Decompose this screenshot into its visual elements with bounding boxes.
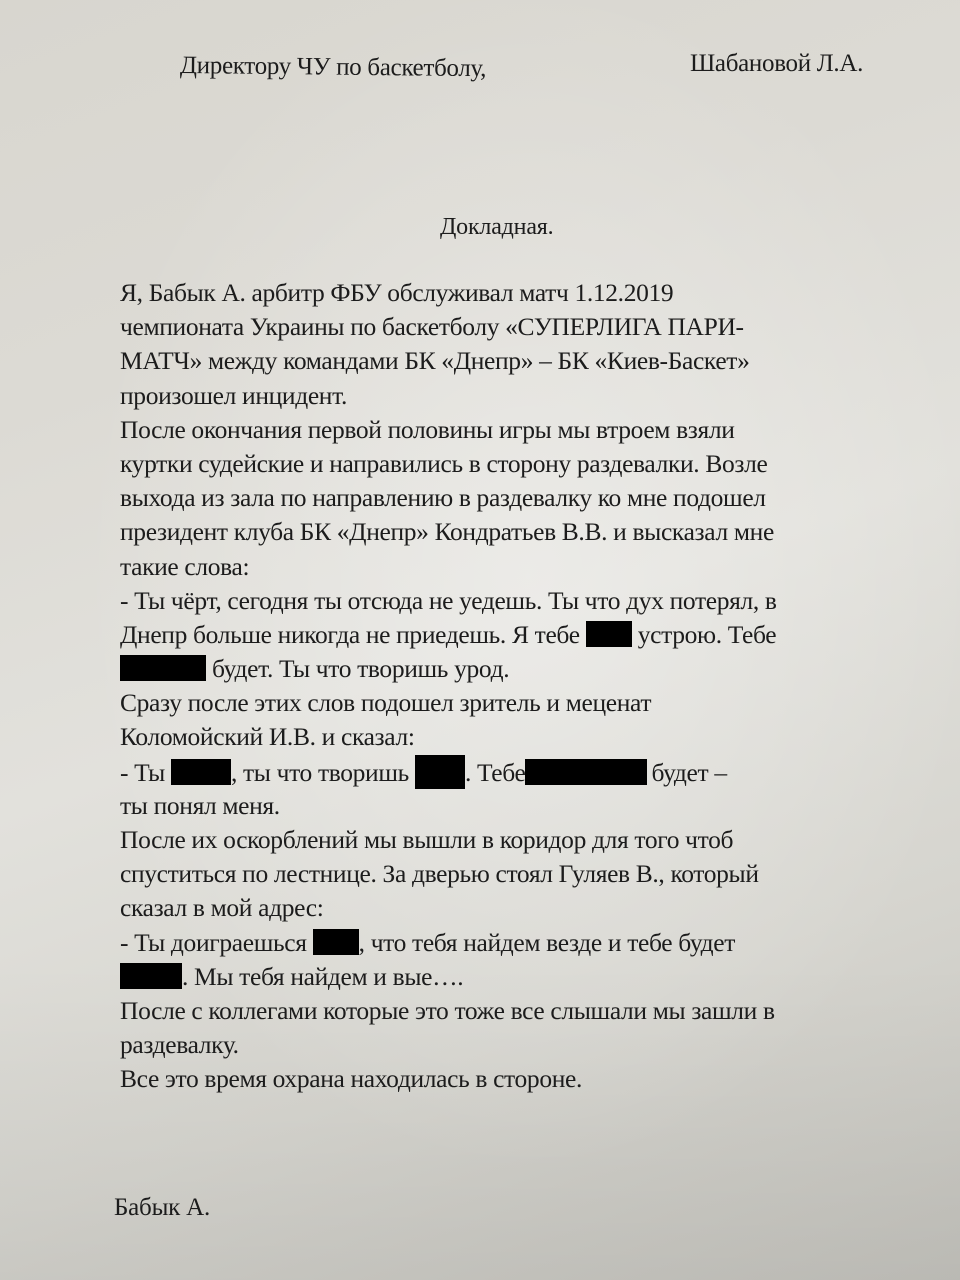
body-line: сказал в мой адрес: [120,893,324,923]
redaction-block [586,621,632,647]
text-fragment: - Ты [120,757,165,787]
text-fragment: будет. Ты что творишь урод. [212,654,510,684]
redaction-block [313,929,359,955]
addressee-name: Шабановой Л.А. [690,50,864,77]
text-fragment: - Ты доиграешься [120,927,307,957]
body-line: Сразу после этих слов подошел зритель и меценат [120,688,652,718]
body-line: После их оскорблений мы вышли в коридор для того чтоб [120,825,734,854]
text-fragment: устрою. Тебе [637,619,777,649]
body-line: МАТЧ» между командами БК «Днепр» – БК «Киев-Баскет» [120,346,750,376]
body-line [120,960,900,994]
redaction-block [120,963,182,989]
body-line: ты понял меня. [120,790,280,820]
body-line: После с коллегами которые это тоже все слышали мы зашли в [120,995,775,1025]
redaction-block [120,655,206,681]
body-line: После окончания первой половины игры мы втроем взяли [120,414,735,444]
redaction-block [415,755,465,789]
body-line: куртки судейские и направились в сторону раздевалки. Возле [120,448,768,478]
body-line: - Ты чёрт, сегодня ты отсюда не уедешь. Ты что дух потерял, в [120,585,777,615]
body-line: такие слова: [120,551,250,581]
body-line: Все это время охрана находилась в стороне. [120,1064,583,1094]
body-line: выхода из зала по направлению в раздевалку ко мне подошел [120,483,766,513]
body-line [120,618,900,652]
body-line: Коломойский И.В. и сказал: [120,722,415,752]
text-fragment: . Тебе [464,757,526,787]
text-fragment: , ты что творишь [230,757,409,787]
body-line: раздевалку. [120,1030,239,1060]
body-line: президент клуба БК «Днепр» Кондратьев В.В. и высказал мне [120,517,774,547]
body-line [120,926,900,960]
body-line: чемпионата Украины по баскетболу «СУПЕРЛИГА ПАРИ- [120,312,744,342]
redaction-block [525,759,647,785]
body-line [120,652,900,686]
text-fragment: . Мы тебя найдем и вые…. [182,961,464,991]
signature: Бабык А. [114,1194,211,1221]
body-line: спуститься по лестнице. За дверью стоял Гуляев В., который [120,859,759,889]
body-line: произошел инцидент. [120,380,347,410]
redaction-block [171,759,231,785]
body-line: Я, Бабык А. арбитр ФБУ обслуживал матч 1.12.2019 [120,278,674,307]
text-fragment: , что тебя найдем везде и тебе будет [358,927,736,957]
body-line [120,755,900,789]
addressee-position: Директору ЧУ по баскетболу, [179,52,487,83]
text-fragment: Днепр больше никогда не приедешь. Я тебе [120,619,580,649]
document-body [120,276,900,1097]
text-fragment: будет – [651,757,727,787]
document-title: Докладная. [440,214,554,240]
